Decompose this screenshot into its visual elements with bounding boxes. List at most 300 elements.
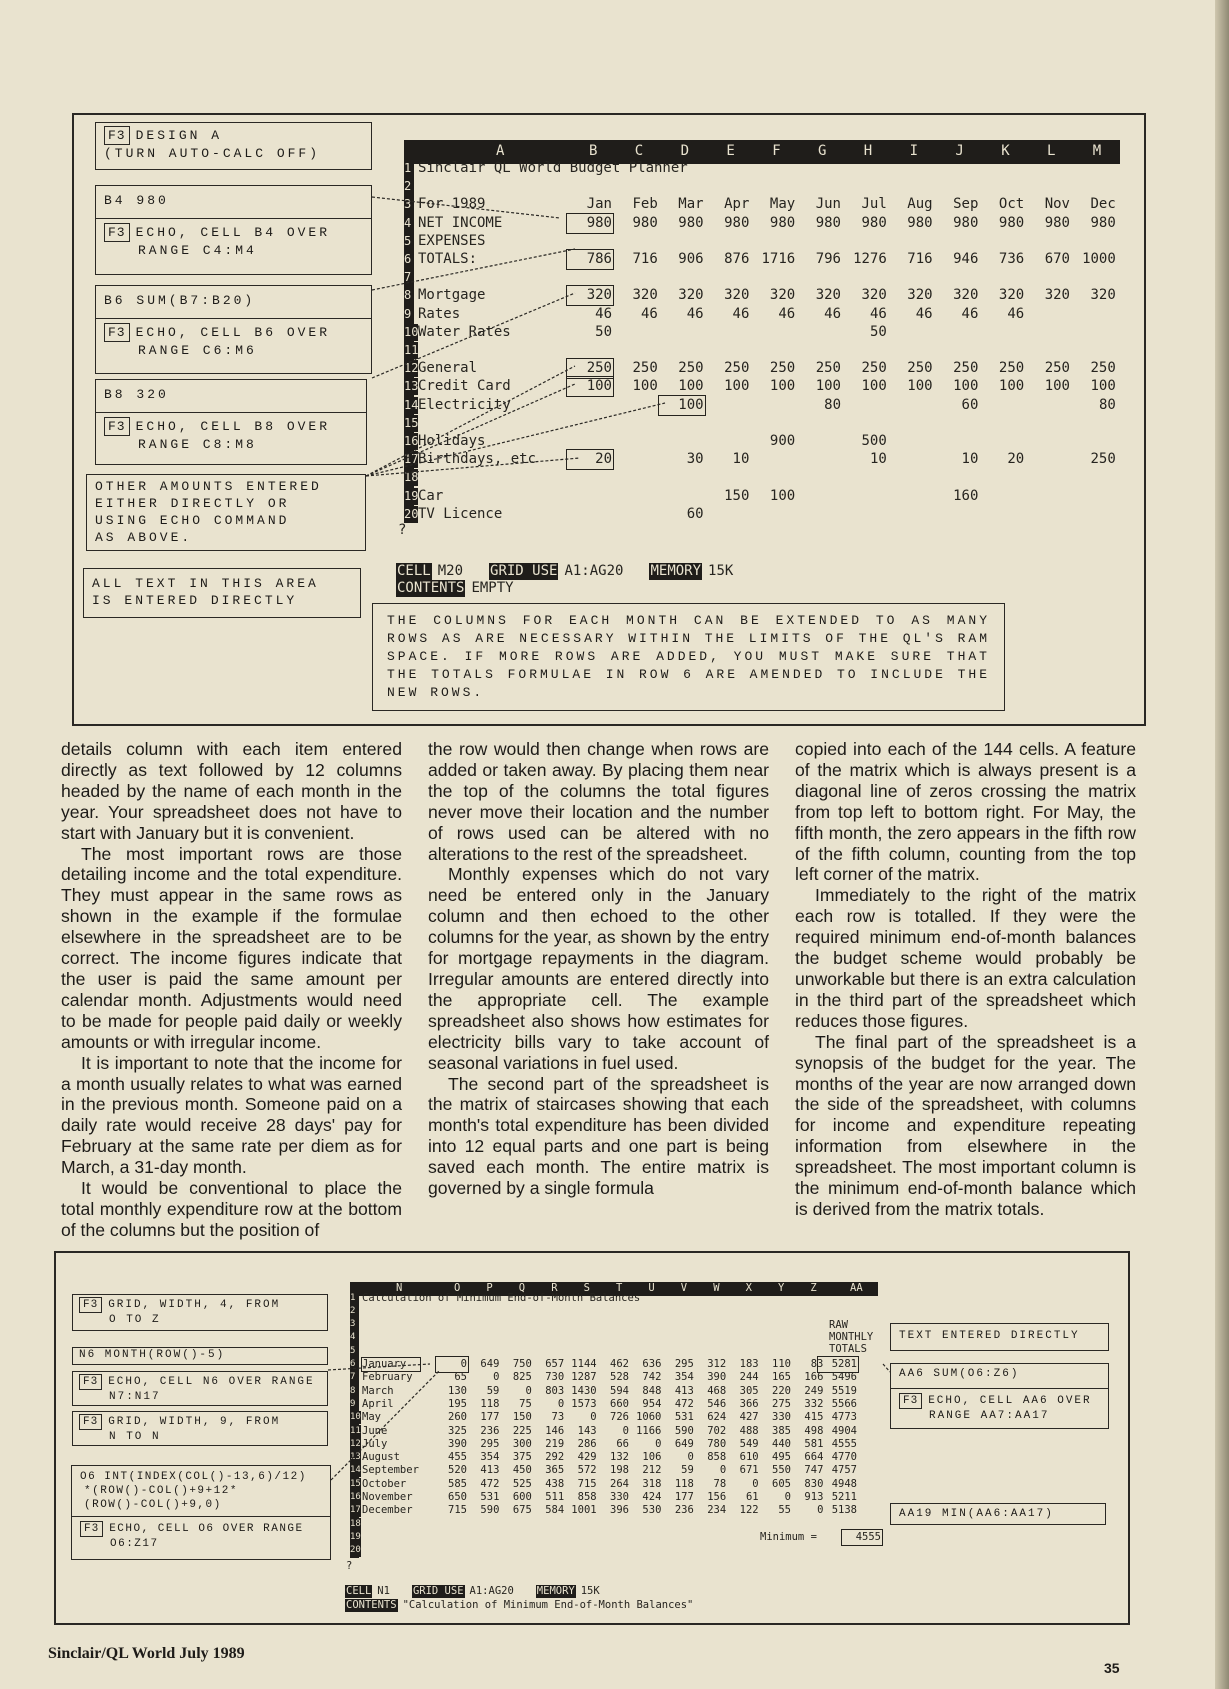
matrix-cell: 330 <box>772 1411 791 1424</box>
matrix-cell: 234 <box>707 1504 727 1517</box>
annotation-command: *(ROW()-COL()+9+12* <box>84 1485 238 1497</box>
column-header: J <box>955 143 964 159</box>
month-label: April <box>362 1397 394 1410</box>
column-header-a: A <box>496 143 505 159</box>
matrix-cell: 118 <box>674 1477 694 1490</box>
matrix-cell: 649 <box>674 1437 694 1450</box>
matrix-cell: 212 <box>642 1464 662 1477</box>
column-header: V <box>680 1282 688 1294</box>
column-header: C <box>634 143 644 159</box>
article-paragraph: It would be conventional to place the total monthly expenditure row at the bottom of the columns but the position of <box>61 1178 402 1240</box>
matrix-cell: 78 <box>713 1477 727 1490</box>
memory-value: 15K <box>708 563 734 579</box>
row-number: 19 <box>404 488 419 503</box>
annotation-command: (ROW()-COL()+9,0) <box>84 1499 222 1511</box>
annotation-text: N7:N17 <box>109 1391 161 1403</box>
f3-key: F3 <box>79 1374 102 1390</box>
column-header: Z <box>810 1282 817 1294</box>
month-label: October <box>362 1477 407 1490</box>
cell: 50 <box>869 323 887 340</box>
matrix-cell: 305 <box>739 1384 759 1397</box>
annotation-text: TEXT ENTERED DIRECTLY <box>899 1330 1080 1342</box>
matrix-cell: 590 <box>480 1504 500 1517</box>
matrix-cell: 0 <box>687 1451 694 1464</box>
article-paragraph: details column with each item entered directly as text followed by 12 columns headed by the name of each month in the year. Your spreadsheet does not have to start with January but it is convenient. <box>61 739 402 843</box>
matrix-cell: 0 <box>817 1504 824 1517</box>
cell: 50 <box>595 323 612 340</box>
cell: 46 <box>824 305 841 322</box>
matrix-cell: 0 <box>493 1371 500 1384</box>
matrix-cell: 396 <box>610 1504 629 1517</box>
column-header: I <box>909 143 919 159</box>
matrix-cell: 581 <box>804 1437 824 1450</box>
matrix-cell: 413 <box>480 1464 500 1477</box>
matrix-cell: 390 <box>707 1371 727 1384</box>
contents-label: CONTENTS <box>346 1599 397 1611</box>
matrix-cell: 300 <box>512 1437 532 1450</box>
cell: 320 <box>769 287 796 304</box>
contents-label: CONTENTS <box>397 580 465 596</box>
row-label: Credit Card <box>418 378 511 395</box>
annotation-command: B6 SUM(B7:B20) <box>104 293 256 308</box>
cell: 320 <box>861 287 887 304</box>
month-label: March <box>362 1384 394 1397</box>
matrix-cell: 366 <box>739 1397 759 1410</box>
annotation-text: (TURN AUTO-CALC OFF) <box>104 146 321 161</box>
matrix-cell: 520 <box>448 1464 467 1477</box>
matrix-cell: 183 <box>739 1358 759 1370</box>
matrix-cell: 429 <box>577 1451 597 1464</box>
cell: 1276 <box>853 251 887 267</box>
row-label: General <box>418 360 478 377</box>
matrix-cell: 858 <box>577 1491 597 1503</box>
matrix-cell: 59 <box>486 1384 500 1397</box>
matrix-cell: 165 <box>772 1371 791 1384</box>
cell: 160 <box>953 487 979 504</box>
annotation-text: AS ABOVE. <box>95 530 193 545</box>
column-header: E <box>726 143 735 159</box>
row-number: 14 <box>350 1465 361 1476</box>
totals-header: MONTHLY <box>829 1331 874 1343</box>
matrix-cell: 275 <box>772 1397 791 1410</box>
article-paragraph: The second part of the spreadsheet is the matrix of staircases showing that each month's total expenditure has been divided into 12 equal parts and one part is being saved each month. The entire matrix is governed by a single formula <box>428 1073 769 1199</box>
cell: 320 <box>1090 287 1116 304</box>
matrix-cell: 511 <box>545 1491 565 1503</box>
annotation-command: AA6 SUM(O6:Z6) <box>899 1368 1020 1380</box>
row-number: 12 <box>350 1438 361 1449</box>
annotation-command: B4 980 <box>104 193 169 208</box>
matrix-cell: 166 <box>804 1371 824 1384</box>
row-number: 15 <box>404 415 419 430</box>
matrix-cell: 546 <box>707 1397 727 1410</box>
matrix-cell: 830 <box>804 1477 824 1490</box>
matrix-cell: 83 <box>810 1358 824 1370</box>
matrix-cell: 220 <box>772 1384 791 1397</box>
matrix-cell: 318 <box>642 1477 662 1490</box>
row-label: Birthdays, etc <box>418 451 537 468</box>
row-label: For 1989 <box>418 196 486 213</box>
grid-use-label: GRID USE <box>412 1585 464 1597</box>
matrix-cell: 295 <box>480 1437 500 1450</box>
article-paragraph: Monthly expenses which do not vary need be entered only in the January column and then echoed to the other columns for the year, as shown by the entry for mortgage repayments in the diagram. Irregular amounts are entered directly into the appropriate cell. The example spreadsheet also shows how estimates for electricity bills vary to take account of seasonal variations in fuel used. <box>428 864 769 1073</box>
cell: 980 <box>815 214 841 231</box>
matrix-cell: 0 <box>590 1411 597 1424</box>
matrix-cell: 498 <box>804 1424 824 1437</box>
matrix-cell: 375 <box>512 1451 532 1464</box>
cell: 10 <box>961 451 979 468</box>
cell: 60 <box>961 396 979 413</box>
row-number: 16 <box>350 1492 361 1502</box>
row-number: 12 <box>404 361 419 376</box>
cell: 786 <box>568 251 612 268</box>
article-paragraph: copied into each of the 144 cells. A feature of the matrix which is always present is a diagonal line of zeros crossing the matrix from top left to bottom right. For May, the fifth month, the zero appears in the fifth row of the fifth column, counting from the top left corner of the matrix. <box>795 739 1136 885</box>
matrix-cell: 1144 <box>571 1358 597 1370</box>
row-label: Holidays <box>418 433 486 449</box>
column-header: S <box>583 1282 590 1294</box>
matrix-cell: 0 <box>437 1358 467 1371</box>
annotation-text: RANGE AA7:AA17 <box>929 1410 1050 1422</box>
cell: 100 <box>953 378 979 395</box>
cell: 80 <box>1098 396 1116 413</box>
matrix-cell: 664 <box>804 1451 824 1464</box>
row-label: Car <box>418 487 444 504</box>
matrix-cell: 468 <box>707 1384 727 1397</box>
cell: 980 <box>632 214 658 231</box>
annotation-text: O TO Z <box>109 1314 161 1326</box>
month-label: November <box>362 1491 413 1503</box>
cell-value: M20 <box>437 563 464 579</box>
annotation-text: ECHO, CELL B4 OVER <box>135 225 331 240</box>
matrix-cell: 495 <box>772 1451 791 1464</box>
cell: 250 <box>1090 360 1116 377</box>
column-header: T <box>616 1282 623 1294</box>
matrix-cell: 219 <box>545 1437 565 1450</box>
matrix-cell: 550 <box>772 1464 791 1477</box>
cell: 320 <box>678 287 704 304</box>
row-label: EXPENSES <box>418 232 486 249</box>
cell: 250 <box>815 360 841 377</box>
matrix-cell: 848 <box>642 1384 662 1397</box>
cell: 980 <box>769 214 796 231</box>
row-label: Sinclair QL World Budget Planner <box>418 160 688 176</box>
row-number: 3 <box>350 1319 356 1330</box>
totals-header: TOTALS <box>829 1343 867 1355</box>
matrix-cell: 295 <box>674 1358 694 1370</box>
annotation-text: EITHER DIRECTLY OR <box>95 496 290 511</box>
row-number: 6 <box>404 252 412 266</box>
contents-value: "Calculation of Minimum End-of-Month Balances" <box>402 1599 694 1611</box>
matrix-cell: 726 <box>610 1411 629 1424</box>
row-number: 9 <box>350 1398 356 1409</box>
matrix-cell: 55 <box>778 1504 791 1517</box>
matrix-cell: 636 <box>642 1358 662 1370</box>
matrix-cell: 530 <box>642 1504 662 1517</box>
matrix-cell: 624 <box>707 1411 727 1424</box>
month-label: July <box>362 1437 388 1450</box>
matrix-cell: 584 <box>545 1504 565 1517</box>
matrix-cell: 730 <box>545 1371 565 1384</box>
cell: 320 <box>632 287 658 304</box>
matrix-cell: 531 <box>480 1491 500 1503</box>
row-number: 18 <box>404 470 419 485</box>
cell: 250 <box>724 360 750 377</box>
month-label: January <box>362 1358 420 1371</box>
cell: 980 <box>1090 214 1116 231</box>
matrix-cell: 0 <box>752 1477 759 1490</box>
contents-value: EMPTY <box>471 580 514 596</box>
matrix-cell: 65 <box>454 1371 467 1384</box>
row-number: 7 <box>350 1372 356 1383</box>
matrix-cell: 657 <box>545 1358 565 1370</box>
column-header: D <box>680 143 690 159</box>
matrix-cell: 0 <box>655 1437 662 1450</box>
matrix-cell: 286 <box>577 1437 597 1450</box>
cell: Jun <box>815 196 841 213</box>
cell: 100 <box>660 397 704 414</box>
row-number: 16 <box>404 434 419 448</box>
month-label: May <box>362 1411 381 1424</box>
row-number: 1 <box>404 161 412 175</box>
cell: 100 <box>568 378 612 395</box>
column-header: O <box>454 1282 461 1294</box>
matrix-cell: 610 <box>739 1451 759 1464</box>
row-number: 17 <box>350 1505 361 1516</box>
matrix-cell: 455 <box>448 1451 467 1464</box>
matrix-cell: 244 <box>739 1371 759 1384</box>
monthly-total: 5566 <box>831 1397 857 1410</box>
matrix-cell: 66 <box>616 1437 629 1450</box>
monthly-total: 5211 <box>831 1491 857 1503</box>
matrix-cell: 702 <box>707 1424 727 1437</box>
cell: 876 <box>724 251 750 267</box>
column-header: Y <box>778 1282 785 1294</box>
cell: Aug <box>907 196 933 213</box>
annotation-text: OTHER AMOUNTS ENTERED <box>95 479 322 494</box>
matrix-cell: 825 <box>512 1371 532 1384</box>
matrix-cell: 525 <box>512 1477 532 1490</box>
cell: 250 <box>861 360 887 377</box>
cell: 100 <box>907 378 933 395</box>
f3-key: F3 <box>79 1297 102 1313</box>
matrix-cell: 0 <box>719 1464 727 1477</box>
matrix-cell: 594 <box>610 1384 629 1397</box>
cell: 100 <box>815 378 841 395</box>
row-number: 7 <box>404 270 412 285</box>
matrix-cell: 427 <box>739 1411 759 1424</box>
row-number: 20 <box>404 506 419 521</box>
row-number: 1 <box>350 1292 356 1303</box>
cell: 1000 <box>1082 251 1116 267</box>
cell: 46 <box>778 305 796 322</box>
monthly-total: 4555 <box>831 1437 857 1450</box>
matrix-cell: 438 <box>545 1477 565 1490</box>
cell-value: N1 <box>377 1585 390 1597</box>
monthly-total: 4757 <box>831 1464 857 1477</box>
month-label: December <box>362 1504 413 1517</box>
cell: 250 <box>678 360 704 377</box>
f3-key: F3 <box>104 223 130 242</box>
matrix-cell: 122 <box>739 1504 759 1517</box>
f3-key: F3 <box>79 1414 102 1430</box>
grid-use-value: A1:AG20 <box>564 563 624 579</box>
annotation-text: ECHO, CELL N6 OVER RANGE <box>108 1376 315 1388</box>
matrix-cell: 954 <box>642 1397 662 1410</box>
annotation-text: O6:Z17 <box>110 1538 159 1550</box>
cell: 320 <box>568 287 612 304</box>
matrix-cell: 671 <box>739 1464 759 1477</box>
cell: 100 <box>998 378 1025 395</box>
matrix-cell: 415 <box>804 1411 824 1424</box>
matrix-cell: 1060 <box>636 1411 662 1424</box>
cell: 150 <box>724 487 750 504</box>
annotation-text: IS ENTERED DIRECTLY <box>92 593 298 608</box>
cell: 796 <box>815 251 841 267</box>
sheet-title: Calculation of Minimum End-of-Month Balances <box>362 1291 641 1304</box>
cell: 20 <box>568 451 612 468</box>
annotation-text: GRID, WIDTH, 4, FROM <box>108 1299 281 1311</box>
monthly-total: 5519 <box>831 1384 857 1397</box>
matrix-cell: 413 <box>674 1384 694 1397</box>
row-number: 11 <box>350 1425 361 1436</box>
matrix-cell: 742 <box>642 1371 662 1384</box>
cell: 100 <box>769 487 796 504</box>
cell: 46 <box>686 305 704 322</box>
matrix-cell: 585 <box>448 1477 467 1490</box>
month-label: September <box>362 1464 419 1477</box>
cell: 46 <box>1007 305 1025 322</box>
cell: 100 <box>861 378 887 395</box>
row-number: 4 <box>350 1332 356 1343</box>
matrix-cell: 747 <box>804 1464 824 1477</box>
month-label: February <box>362 1371 413 1384</box>
matrix-cell: 675 <box>512 1504 532 1517</box>
f3-key: F3 <box>104 417 130 436</box>
matrix-cell: 110 <box>772 1358 791 1370</box>
cell: 250 <box>953 360 979 377</box>
annotation-text: ECHO, CELL AA6 OVER <box>928 1395 1092 1407</box>
row-label: TV Licence <box>418 505 503 522</box>
matrix-cell: 858 <box>707 1451 727 1464</box>
row-number: 13 <box>404 379 419 394</box>
column-header-n: N <box>396 1282 403 1294</box>
monthly-total: 4770 <box>831 1451 857 1464</box>
matrix-cell: 1430 <box>571 1384 597 1397</box>
annotation-text: ALL TEXT IN THIS AREA <box>92 576 319 591</box>
row-number: 2 <box>350 1305 356 1316</box>
cell: 980 <box>724 214 750 231</box>
cell: 980 <box>861 214 887 231</box>
matrix-cell: 549 <box>739 1437 759 1450</box>
cell: 500 <box>861 433 887 449</box>
cell: 320 <box>953 287 979 304</box>
article-paragraph: The most important rows are those detailing income and the total expenditure. They must appear in the same rows as shown in the example if the formulae elsewhere in the spreadsheet are to be correct. The income figures indicate that the user is paid the same amount per calendar month. Adjustments would need to be made for people paid daily or weekly amounts or with irregular income. <box>61 843 402 1052</box>
row-number: 8 <box>350 1385 356 1396</box>
cell: Jan <box>586 196 612 213</box>
matrix-cell: 177 <box>480 1411 500 1424</box>
row-number: 2 <box>404 179 412 194</box>
annotation-text: RANGE C6:M6 <box>138 343 257 358</box>
column-header: L <box>1047 143 1056 159</box>
row-number: 15 <box>350 1478 361 1489</box>
cell: 1716 <box>761 251 796 267</box>
memory-label: MEMORY <box>536 1585 575 1597</box>
matrix-cell: 330 <box>610 1491 629 1503</box>
matrix-cell: 354 <box>480 1451 500 1464</box>
cell: 20 <box>1007 451 1025 468</box>
cell: 980 <box>907 214 933 231</box>
totals-header: RAW <box>829 1319 848 1331</box>
row-number: 17 <box>404 452 419 467</box>
cell: 100 <box>678 378 704 395</box>
cell: 716 <box>632 251 658 267</box>
matrix-cell: 390 <box>448 1437 467 1450</box>
cell: Nov <box>1044 196 1070 213</box>
matrix-cell: 913 <box>804 1491 824 1503</box>
matrix-cell: 59 <box>681 1464 694 1477</box>
matrix-cell: 488 <box>739 1424 759 1437</box>
column-header: K <box>1001 143 1010 159</box>
matrix-cell: 365 <box>545 1464 565 1477</box>
page-number: 35 <box>1104 1660 1120 1676</box>
cell: 716 <box>907 251 933 267</box>
cell: 250 <box>769 360 796 377</box>
matrix-cell: 75 <box>519 1397 532 1410</box>
cell: 320 <box>1044 287 1070 304</box>
cell: 46 <box>961 305 979 322</box>
annotation-text: ECHO, CELL B8 OVER <box>135 419 331 434</box>
article-paragraph: It is important to note that the income for a month usually relates to what was earned in the previous month. Someone paid on a daily rate would receive 28 days' pay for February at the same rate per diem as for March, a 31-day month. <box>61 1052 402 1178</box>
column-header: R <box>551 1282 558 1294</box>
f3-key: F3 <box>80 1521 103 1537</box>
matrix-cell: 385 <box>772 1424 791 1437</box>
cell: 906 <box>678 251 704 267</box>
matrix-cell: 332 <box>804 1397 824 1410</box>
matrix-cell: 590 <box>674 1424 694 1437</box>
cell: 900 <box>769 433 796 449</box>
row-number: 10 <box>404 324 419 339</box>
cell: 320 <box>907 287 933 304</box>
matrix-cell: 132 <box>610 1451 629 1464</box>
memory-label: MEMORY <box>650 563 702 579</box>
matrix-cell: 325 <box>448 1424 467 1437</box>
row-number: 6 <box>350 1359 356 1369</box>
matrix-cell: 198 <box>610 1464 629 1477</box>
cell: 100 <box>1044 378 1070 395</box>
matrix-cell: 424 <box>642 1491 662 1503</box>
f3-key: F3 <box>104 323 130 342</box>
matrix-cell: 0 <box>557 1397 565 1410</box>
monthly-total: 4904 <box>831 1424 857 1437</box>
grid-use-label: GRID USE <box>490 563 558 579</box>
matrix-cell: 660 <box>610 1397 629 1410</box>
matrix-cell: 177 <box>674 1491 694 1503</box>
matrix-cell: 73 <box>551 1411 565 1424</box>
cell: 100 <box>1090 378 1116 395</box>
annotation-text: GRID, WIDTH, 9, FROM <box>108 1416 281 1428</box>
cell: 46 <box>732 305 750 322</box>
column-header: Q <box>518 1282 526 1294</box>
matrix-cell: 572 <box>577 1464 597 1477</box>
article-paragraph: Immediately to the right of the matrix each row is totalled. If they were the required minimum end-of-month balances the budget scheme would probably be unworkable but there is an extra calculation in the third part of the spreadsheet which reduces those figures. <box>795 885 1136 1031</box>
note-text: THE COLUMNS FOR EACH MONTH CAN BE EXTENDED TO AS MANY ROWS AS ARE NECESSARY WITHIN THE LIMITS OF THE QL'S RAM SPACE. IF MORE ROWS ARE ADDED, YOU MUST MAKE SURE THAT THE TOTALS FORMULAE IN ROW 6 ARE AMENDED TO INCLUDE THE NEW ROWS. <box>387 613 990 700</box>
cell: 946 <box>953 251 979 267</box>
row-label: TOTALS: <box>418 251 478 267</box>
cell-label: CELL <box>346 1585 372 1597</box>
cell: May <box>769 196 796 213</box>
annotation-command: N6 MONTH(ROW()-5) <box>79 1349 226 1361</box>
minimum-value: 4555 <box>843 1531 881 1544</box>
matrix-cell: 715 <box>448 1504 467 1517</box>
